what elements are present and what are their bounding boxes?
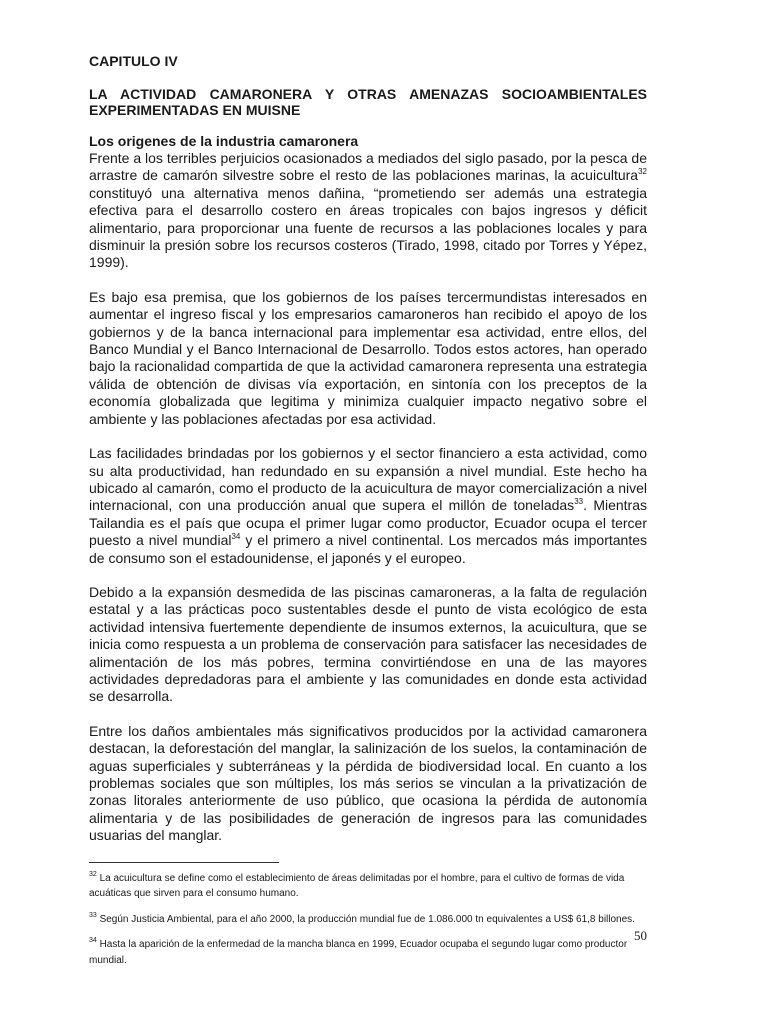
footnote-34	[89, 937, 647, 968]
paragraph-3-text-a: Las facilidades brindadas por los gobiernos y el sector financiero a esta actividad, como su alta productividad, han redundado en su expansión a nivel mundial. Este hecho ha ubicado al camarón, como el producto de la acuicultura de mayor comercialización a nivel internacional, con una producción anual que supera el millón de toneladas	[89, 445, 647, 514]
chapter-label: CAPITULO IV	[89, 53, 178, 69]
paragraph-1	[89, 150, 647, 272]
chapter-title: LA ACTIVIDAD CAMARONERA Y OTRAS AMENAZAS SOCIOAMBIENTALES EXPERIMENTADAS EN MUISNE	[89, 86, 647, 118]
paragraph-3-text-b: . Mientras Tailandia es el país que ocupa el primer lugar como productor, Ecuador ocupa el tercer puesto a nivel mundial	[89, 497, 647, 549]
footnote-text: Según Justicia Ambiental, para el año 2000, la producción mundial fue de 1.086.000 tn equivalentes a US$ 61,8 billones.	[99, 913, 635, 925]
paragraph-4: Debido a la expansión desmedida de las piscinas camaroneras, a la falta de regulación estatal y a las prácticas poco sustentables desde el punto de vista ecológico de esta actividad intensiva fuertemente dependiente de insumos externos, la acuicultura, que se inicia como respuesta a un problema de conservación para satisfacer las necesidades de alimentación de los más pobres, termina convirtiéndose en una de las mayores actividades depredadoras para el ambiente y las comunidades en donde esta actividad se desarrolla.	[89, 583, 647, 705]
footnote-number: 33	[89, 911, 97, 919]
page-number: 50	[634, 928, 647, 943]
footnote-32	[89, 871, 647, 902]
footnote-ref-34[interactable]: 34	[231, 532, 241, 542]
paragraph-1-text-a: Frente a los terribles perjuicios ocasionados a mediados del siglo pasado, por la pesca de arrastre de camarón silvestre sobre el resto de las poblaciones marinas, la acuicultura	[89, 150, 647, 184]
document-page	[89, 53, 647, 978]
footnote-divider	[89, 862, 279, 863]
footnote-ref-33[interactable]: 33	[574, 497, 584, 507]
footnote-text: Hasta la aparición de la enfermedad de la mancha blanca en 1999, Ecuador ocupaba el segundo lugar como productor mundial.	[89, 939, 628, 966]
footnote-number: 34	[89, 937, 97, 945]
paragraph-2: Es bajo esa premisa, que los gobiernos de los países tercermundistas interesados en aumentar el ingreso fiscal y los empresarios camaroneros han recibido el apoyo de los gobiernos y de la banca internacional para implementar esa actividad, entre ellos, del Banco Mundial y el Banco Internacional de Desarrollo. Todos estos actores, han operado bajo la racionalidad compartida de que la actividad camaronera representa una estrategia válida de obtención de divisas vía exportación, en sintonía con los preceptos de la economía globalizada que legitima y minimiza cualquier impacto negativo sobre el ambiente y las poblaciones afectadas por esa actividad.	[89, 288, 647, 427]
footnote-text: La acuicultura se define como el establecimiento de áreas delimitadas por el hombre, para el cultivo de formas de vida acuáticas que sirven para el consumo humano.	[89, 872, 625, 900]
paragraph-3	[89, 445, 647, 567]
footnote-ref-32[interactable]: 32	[638, 167, 647, 177]
paragraph-3-text-c: y el primero a nivel continental. Los mercados más importantes de consumo son el estadounidense, el japonés y el europeo.	[89, 532, 647, 566]
footnote-33	[89, 912, 647, 928]
paragraph-5: Entre los daños ambientales más significativos producidos por la actividad camaronera destacan, la deforestación del manglar, la salinización de los suelos, la contaminación de aguas superficiales y subterráneas y la pérdida de biodiversidad local. En cuanto a los problemas sociales que son múltiples, los más serios se vinculan a la privatización de zonas litorales anteriormente de uso público, que ocasiona la pérdida de autonomía alimentaria y de las posibilidades de generación de ingresos para las comunidades usuarias del manglar.	[89, 722, 647, 844]
footnote-number: 32	[89, 870, 97, 878]
section-heading: Los origenes de la industria camaronera	[89, 133, 359, 149]
paragraph-1-text-b: constituyó una alternativa menos dañina, “prometiendo ser además una estrategia efectiva para el desarrollo costero en áreas tropicales con bajos ingresos y déficit alimentario, para proporcionar una fuente de recursos a las poblaciones locales y para disminuir la presión sobre los recursos costeros (Tirado, 1998, citado por Torres y Yépez, 1999).	[89, 184, 647, 271]
